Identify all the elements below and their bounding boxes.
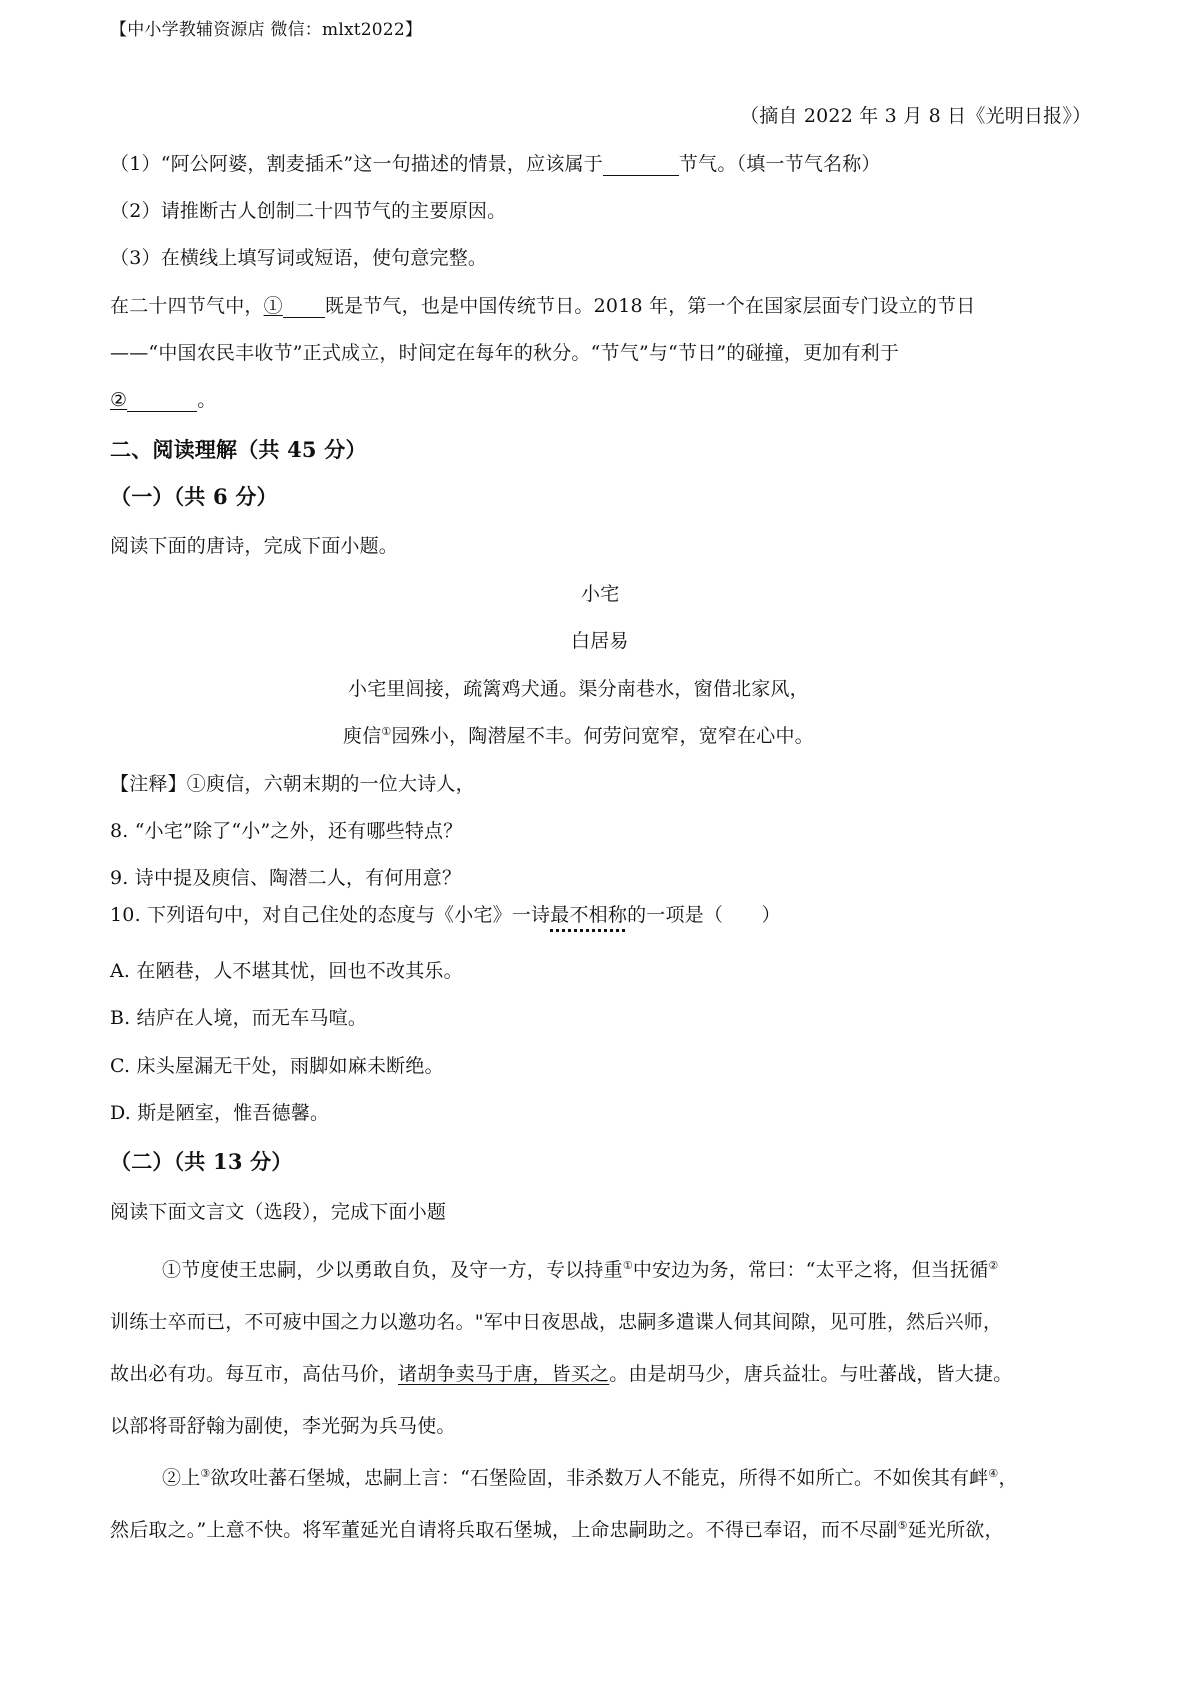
part-2-title: （二）（共 13 分） bbox=[110, 1149, 293, 1174]
fill-paragraph-line-2: ——“中国农民丰收节”正式成立，时间定在每年的秋分。“节气”与“节日”的碰撞，更加有利于 bbox=[110, 342, 900, 364]
answer-blank bbox=[283, 297, 325, 318]
poem-text: 园殊小，陶潜屋不丰。何劳问宽窄，宽窄在心中。 bbox=[391, 725, 814, 747]
question-1 bbox=[110, 152, 881, 176]
fill-text: 在二十四节气中， bbox=[110, 295, 264, 317]
poem-line-2 bbox=[343, 724, 814, 748]
option-c: C. 床头屋漏无干处，雨脚如麻未断绝。 bbox=[110, 1055, 444, 1077]
poem-text: 庾信 bbox=[343, 725, 382, 747]
classical-text: 。由是胡马少，唐兵益壮。与吐蕃战，皆大捷。 bbox=[609, 1363, 1013, 1385]
question-9: 9. 诗中提及庾信、陶潜二人，有何用意？ bbox=[110, 867, 462, 889]
classical-para-1-line-4: 以部将哥舒翰为副使，李光弼为兵马使。 bbox=[110, 1415, 456, 1437]
classical-para-1-line-1 bbox=[162, 1258, 998, 1282]
option-a: A. 在陋巷，人不堪其忧，回也不改其乐。 bbox=[110, 960, 463, 982]
question-2: （2）请推断古人创制二十四节气的主要原因。 bbox=[110, 200, 507, 222]
blank-marker-2: ② bbox=[110, 389, 128, 411]
footnote-ref: ③ bbox=[200, 1467, 211, 1480]
fill-text: 既是节气，也是中国传统节日。2018 年，第一个在国家层面专门设立的节日 bbox=[324, 295, 976, 317]
footnote-ref: ④ bbox=[988, 1467, 999, 1480]
poem-note: 【注释】①庾信，六朝末期的一位大诗人， bbox=[110, 773, 475, 795]
classical-text: 欲攻吐蕃石堡城，忠嗣上言：“石堡险固，非杀数万人不能克，所得不如所亡。不如俟其有衅 bbox=[210, 1467, 989, 1489]
classical-text: 故出必有功。每互市，高估马价， bbox=[110, 1363, 399, 1385]
blank-marker-1: ① bbox=[263, 295, 283, 317]
question-1-suffix: 节气。（填一节气名称） bbox=[678, 153, 881, 175]
part-1-title: （一）（共 6 分） bbox=[110, 484, 278, 509]
classical-text: 延光所欲， bbox=[907, 1519, 1004, 1541]
question-3: （3）在横线上填写词或短语，使句意完整。 bbox=[110, 247, 488, 269]
question-1-text: （1）“阿公阿婆，割麦插禾”这一句描述的情景，应该属于 bbox=[110, 153, 603, 175]
classical-para-1-line-3 bbox=[110, 1362, 1012, 1386]
question-10-text: 10. 下列语句中，对自己住处的态度与《小宅》一诗 bbox=[110, 904, 551, 926]
classical-text: ②上 bbox=[162, 1467, 201, 1489]
poem-author: 白居易 bbox=[571, 630, 629, 652]
poem-line-1: 小宅里闾接，疏篱鸡犬通。渠分南巷水，窗借北家风， bbox=[348, 678, 809, 700]
option-b: B. 结庐在人境，而无车马喧。 bbox=[110, 1007, 368, 1029]
part-1-instruction: 阅读下面的唐诗，完成下面小题。 bbox=[110, 535, 399, 557]
classical-text: ， bbox=[998, 1467, 1018, 1489]
footnote-ref: ① bbox=[381, 725, 392, 738]
classical-text: 然后取之。”上意不快。将军董延光自请将兵取石堡城，上命忠嗣助之。不得已奉诏，而不尽副 bbox=[110, 1519, 898, 1541]
question-8: 8. “小宅”除了“小”之外，还有哪些特点？ bbox=[110, 820, 463, 842]
question-10-text: 的一项是（ ） bbox=[627, 904, 781, 926]
footnote-ref: ⑤ bbox=[897, 1519, 908, 1532]
footnote-ref: ② bbox=[988, 1259, 999, 1272]
emphasis-dots: 最不相称 bbox=[550, 904, 628, 926]
classical-text: 中安边为务，常曰：“太平之将，但当抚循 bbox=[632, 1259, 989, 1281]
header-watermark: 【中小学教辅资源店 微信：mlxt2022】 bbox=[110, 20, 423, 40]
answer-blank bbox=[603, 155, 679, 176]
footnote-ref: ① bbox=[622, 1259, 633, 1272]
answer-blank bbox=[127, 391, 197, 412]
classical-para-1-line-2: 训练士卒而已，不可疲中国之力以邀功名。"军中日夜思战，忠嗣多遣谍人伺其间隙，见可胜，然后兴师， bbox=[110, 1311, 1003, 1333]
classical-para-2-line-2 bbox=[110, 1518, 1004, 1542]
poem-title: 小宅 bbox=[581, 583, 620, 605]
classical-text: ①节度使王忠嗣，少以勇敢自负，及守一方，专以持重 bbox=[162, 1259, 623, 1281]
section-2-title: 二、阅读理解（共 45 分） bbox=[110, 437, 367, 462]
part-2-instruction: 阅读下面文言文（选段），完成下面小题 bbox=[110, 1201, 447, 1223]
option-d: D. 斯是陋室，惟吾德馨。 bbox=[110, 1102, 330, 1124]
question-10 bbox=[110, 903, 781, 927]
fill-paragraph-line-1 bbox=[110, 294, 975, 318]
fill-paragraph-line-3 bbox=[110, 388, 216, 412]
underlined-sentence: 诸胡争卖马于唐，皆买之 bbox=[398, 1363, 610, 1385]
source-citation: （摘自 2022 年 3 月 8 日《光明日报》） bbox=[740, 105, 1092, 127]
classical-para-2-line-1 bbox=[162, 1466, 1018, 1490]
fill-text: 。 bbox=[197, 389, 217, 411]
